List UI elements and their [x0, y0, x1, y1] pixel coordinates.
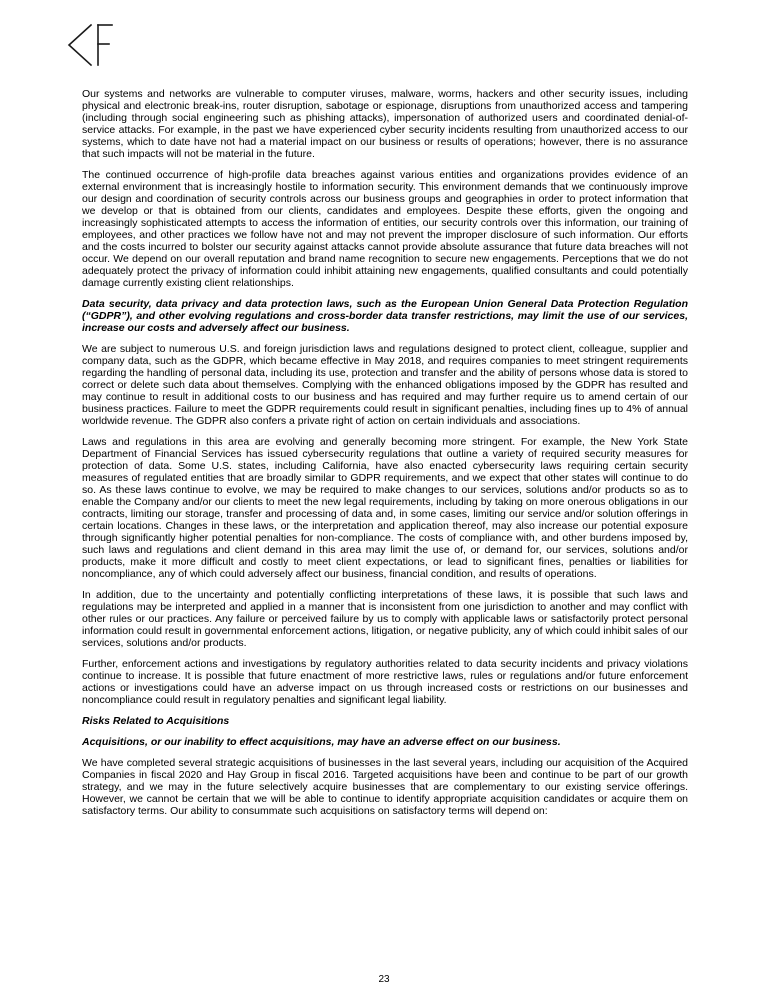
- paragraph: In addition, due to the uncertainty and potentially conflicting interpretations of these laws, it is possible that such laws and regulations may be interpreted and applied in a manner that is inconsistent from one jurisdiction to another and may conflict with other rules or our practices. Any failure or perceived failure by us to comply with applicable laws or satisfactorily protect personal information could result in governmental enforcement actions, litigation, or negative publicity, any of which could inhibit sales of our services, solutions and/or products.: [82, 589, 688, 649]
- section-heading: Acquisitions, or our inability to effect acquisitions, may have an adverse effect on our business.: [82, 736, 561, 748]
- paragraph: We are subject to numerous U.S. and foreign jurisdiction laws and regulations designed to protect client, colleague, supplier and company data, such as the GDPR, which became effective in May 2018, and requires companies to meet stringent requirements regarding the handling of personal data, including its use, protection and transfer and the ability of persons whose data is stored to correct or delete such data about themselves. Complying with the enhanced obligations imposed by the GDPR has resulted and may continue to result in additional costs to our business and has required and may further require us to amend certain of our business practices. Failure to meet the GDPR requirements could result in significant penalties, including fines up to 4% of annual worldwide revenue. The GDPR also confers a private right of action on certain individuals and associations.: [82, 343, 688, 427]
- korn-ferry-monogram-icon: [64, 22, 114, 68]
- paragraph: Further, enforcement actions and investigations by regulatory authorities related to data security incidents and privacy violations continue to increase. It is possible that future enactment of more restrictive laws, rules or regulations and/or future enforcement actions or investigations could have an adverse impact on us through increased costs or restrictions on our businesses and noncompliance could result in regulatory penalties and significant legal liability.: [82, 658, 688, 706]
- paragraph: We have completed several strategic acquisitions of businesses in the last several years, including our acquisition of the Acquired Companies in fiscal 2020 and Hay Group in fiscal 2016. Targeted acquisitions have been and continue to be part of our growth strategy, and we may in the future selectively acquire businesses that are complementary to our existing service offerings. However, we cannot be certain that we will be able to continue to identify appropriate acquisition candidates or acquire them on satisfactory terms. Our ability to consummate such acquisitions on satisfactory terms will depend on:: [82, 757, 688, 817]
- paragraph: Laws and regulations in this area are evolving and generally becoming more stringent. For example, the New York State Department of Financial Services has issued cybersecurity regulations that outline a variety of required security measures for protection of data. Some U.S. states, including California, have also enacted cybersecurity laws requiring certain security measures of regulated entities that are broadly similar to GDPR requirements, and we expect that other states will continue to do so. As these laws continue to evolve, we may be required to make changes to our services, solutions and/or products so as to enable the Company and/or our clients to meet the new legal requirements, including by taking on more onerous obligations in our contracts, limiting our storage, transfer and processing of data and, in some cases, limiting our service and/or solution offerings in certain locations. Changes in these laws, or the interpretation and application thereof, may also increase our potential exposure through significantly higher potential penalties for non-compliance. The costs of compliance with, and other burdens imposed by, such laws and regulations and client demand in this area may limit the use of, or demand for, our services, solutions and/or products, make it more difficult and costly to meet client expectations, or lead to significant fines, penalties or liabilities for noncompliance, any of which could adversely affect our business, financial condition, and results of operations.: [82, 436, 688, 580]
- section-heading: Data security, data privacy and data protection laws, such as the European Union General Data Protection Regulation (“GDPR”), and other evolving regulations and cross-border data transfer restrictions, may limit the use of our services, increase our costs and adversely affect our business.: [82, 298, 688, 334]
- document-body: [82, 88, 688, 826]
- korn-ferry-logo: [64, 22, 114, 68]
- section-heading: Risks Related to Acquisitions: [82, 715, 230, 727]
- paragraph: The continued occurrence of high-profile data breaches against various entities and organizations provides evidence of an external environment that is increasingly hostile to information security. This environment demands that we continuously improve our design and coordination of security controls across our business groups and geographies in order to protect information that we develop or that is obtained from our clients, candidates and employees. Despite these efforts, given the ongoing and increasingly sophisticated attempts to access the information of entities, our security controls over this information, our training of employees, and other practices we follow have not and may not prevent the improper disclosure of such information. Our efforts and the costs incurred to bolster our security against attacks cannot provide absolute assurance that future data breaches will not occur. We depend on our overall reputation and brand name recognition to secure new engagements. Perceptions that we do not adequately protect the privacy of information could inhibit attaining new engagements, qualified consultants and could potentially damage currently existing client relationships.: [82, 169, 688, 289]
- page-number: 23: [378, 974, 390, 985]
- paragraph: Our systems and networks are vulnerable to computer viruses, malware, worms, hackers and other security issues, including physical and electronic break-ins, router disruption, sabotage or espionage, disruptions from unauthorized access and tampering (including through social engineering such as phishing attacks), impersonation of authorized users and coordinated denial-of-service attacks. For example, in the past we have experienced cyber security incidents resulting from unauthorized access to our systems, which to date have not had a material impact on our business or results of operations; however, there is no assurance that such impacts will not be material in the future.: [82, 88, 688, 160]
